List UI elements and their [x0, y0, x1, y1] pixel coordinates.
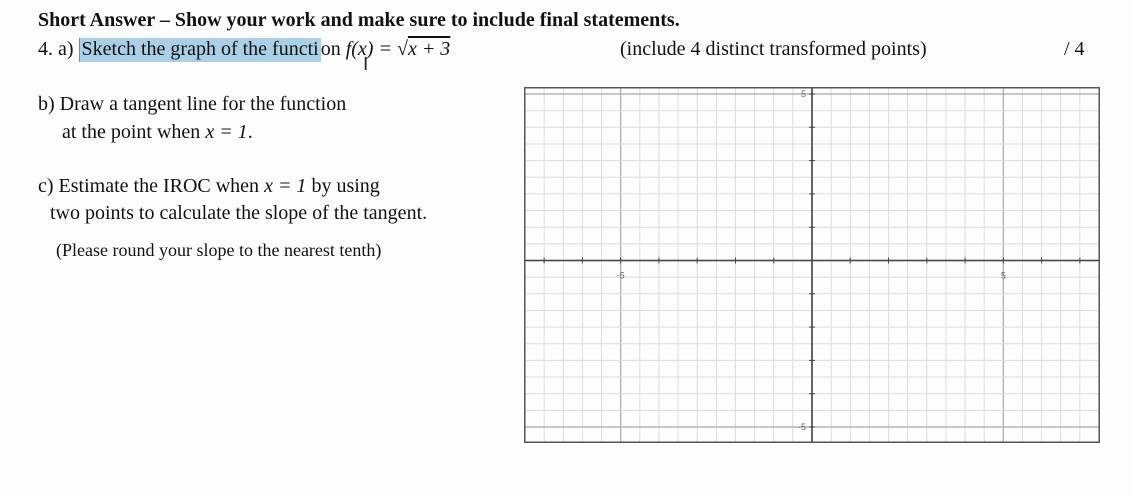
part-c-line1 — [38, 175, 380, 198]
text-cursor-icon: Ι — [363, 54, 369, 75]
part-c-text: c) Estimate the IROC when — [38, 175, 265, 197]
y-tick-label: 5 — [800, 89, 806, 99]
question-text-rest: on — [320, 38, 346, 60]
part-b-line2 — [62, 121, 253, 144]
page-heading: Short Answer – Show your work and make sure to include final statements. — [38, 9, 680, 31]
part-b-text: at the point when — [62, 121, 206, 143]
question-4a — [38, 38, 450, 61]
question-note: (include 4 distinct transformed points) — [620, 38, 927, 60]
part-b-period: . — [247, 121, 253, 143]
part-c-rounding-note: (Please round your slope to the nearest tenth) — [56, 240, 382, 260]
coordinate-grid[interactable] — [524, 87, 1100, 443]
question-number: 4. a) — [38, 38, 74, 60]
question-score: / 4 — [1064, 38, 1085, 60]
x-tick-label: 5 — [1000, 270, 1006, 281]
y-tick-label: -5 — [797, 422, 806, 432]
function-radicand: x + 3 — [407, 38, 451, 60]
axes — [524, 87, 1100, 443]
part-b-math: x = 1 — [205, 121, 248, 143]
part-c-math: x = 1 — [264, 175, 307, 197]
part-b-line1: b) Draw a tangent line for the function — [38, 93, 347, 115]
highlighted-selection[interactable]: Sketch the graph of the functi — [79, 38, 321, 62]
x-tick-label: -5 — [616, 270, 625, 281]
part-c-line2: two points to calculate the slope of the tangent. — [50, 202, 428, 224]
part-c-text-end: by using — [306, 175, 380, 197]
function-definition: f(x) = √ — [345, 38, 408, 60]
